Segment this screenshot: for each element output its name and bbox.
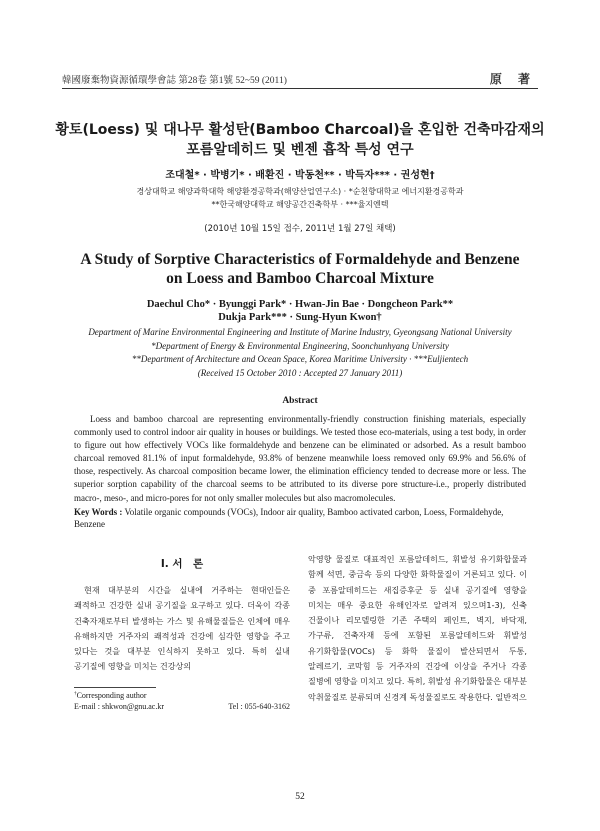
introduction-paragraph-continued: 악영향 물질로 대표적인 포름알데히드, 휘발성 유기화합물과 함께 석면, 중금속 등의 다양한 화학물질이 거론되고 있다. 이 중 포름알데히드는 새집증후군 등 실내 공기질에 영향을 미치는 매우 중요한 유해인자로 알려져 있으며1-3), 신축 건물이나 리모델링한 기존 주택의 페인트, 벽지, 바닥재, 가구류, 건축자재 등에 포함된 포름알데히드와 휘발성 유기화합물(VOCs) 등 화학 물질이 발산되면서 두통, 알레르기, 코막힘 등 거주자의 건강에 이상을 주거나 각종 질병에 영향을 미치고 있다. 특히, 휘발성 유기화합물은 대부분 악취물질로 분류되며 신경계 독성물질로도 작용한다. 일반적으 (308, 554, 527, 702)
page-number: 52 (295, 792, 305, 802)
korean-affiliation-line-1: 경상대학교 해양과학대학 해양환경공학과(해양산업연구소) · *순천향대학교 에너지환경공학과 (136, 187, 464, 196)
keywords-label: Key Words : (74, 507, 123, 517)
introduction-paragraph-1: 현재 대부분의 시간을 실내에 거주하는 현대인들은 쾌적하고 건강한 실내 공기질을 요구하고 있다. 더욱이 각종 건축자재로부터 발생하는 가스 및 유해물질들은 인체에 매우 유해하지만 거주자의 쾌적성과 건강에 심각한 영향을 주고 있다는 것을 대부분 인식하지 못하고 있다. 특히 실내 공기질에 영향을 미치는 건강상의 (74, 585, 290, 672)
english-authors-line-2: Dukja Park*** · Sung-Hyun Kwon† (218, 312, 382, 323)
right-column (308, 552, 527, 705)
korean-title-line-1: 황토(Loess) 및 대나무 활성탄(Bamboo Charcoal)을 혼입한 건축마감재의 (55, 122, 545, 138)
abstract-body: Loess and bamboo charcoal are representing environmentally-friendly construction finishing materials, especially commonly used to control indoor air quality in houses or buildings. We tested those eco-materials, using a test body, in order to figure out how effectively VOCs like formaldehyde and benzene can be eliminated or adsorbed. As a result bamboo charcoal removed 81.1% of input formaldehyde, 93.8% of benzene meanwhile loess removed only 69.9% and 56.6% of those, respectively. As charcoal composition became lower, the elimination efficiency tended to decrease more or less. The superior sorption capability of the charcoal seems to be attributed to its diverse pore structure-i.e., properly distributed macro-, meso-, and micro-pores for not only smaller molecules but also macromolecules. (74, 414, 526, 503)
english-affiliation-line-1: Department of Marine Environmental Engineering and Institute of Marine Industry, Gyeongsang National University (88, 327, 512, 337)
dagger-mark: † (74, 690, 77, 697)
footnote-label: Corresponding author (76, 691, 147, 700)
english-authors-line-1: Daechul Cho* · Byunggi Park* · Hwan-Jin Bae · Dongcheon Park** (146, 299, 454, 310)
article-type-badge: 原 著 (489, 72, 536, 86)
korean-received-dates: (2010년 10월 15일 접수, 2011년 1월 27일 채택) (204, 224, 396, 234)
english-title (40, 250, 560, 288)
footnote-rule (74, 687, 156, 688)
journal-citation: 韓國廢棄物資源循環學會誌 第28卷 第1號 52~59 (2011) (62, 76, 287, 86)
header-rule (62, 88, 538, 89)
english-title-line-1: A Study of Sorptive Characteristics of Formaldehyde and Benzene (80, 251, 520, 268)
english-affiliation-line-2: *Department of Energy & Environmental Engineering, Soonchunhyang University (151, 340, 449, 351)
footnote-email: E-mail : shkwon@gnu.ac.kr (74, 702, 165, 711)
footnote-telephone: Tel : 055-640-3162 (228, 702, 290, 711)
english-received-dates: (Received 15 October 2010 : Accepted 27 January 2011) (197, 368, 403, 378)
keywords (74, 506, 526, 530)
abstract-heading: Abstract (282, 396, 318, 406)
keywords-list: Volatile organic compounds (VOCs), Indoor air quality, Bamboo activated carbon, Loess, Formaldehyde, Benzene (74, 507, 504, 529)
korean-authors: 조대철* · 박병기* · 배환진 · 박동천** · 박득자*** · 권성현† (165, 170, 435, 181)
korean-title (40, 120, 560, 160)
korean-affiliations (40, 185, 560, 211)
english-affiliation-line-3: **Department of Architecture and Ocean Space, Korea Maritime University · ***Euljientech (131, 354, 469, 364)
korean-title-line-2: 포름알데히드 및 벤젠 흡착 특성 연구 (186, 142, 414, 158)
korean-affiliation-line-2: **한국해양대학교 해양공간건축학부 · ***율지엔텍 (211, 200, 389, 209)
english-authors (40, 298, 560, 324)
left-column (74, 548, 290, 675)
section-heading-introduction: I. 서 론 (160, 558, 204, 570)
corresponding-author-footnote (74, 690, 290, 712)
english-title-line-2: on Loess and Bamboo Charcoal Mixture (166, 270, 434, 287)
english-affiliations (60, 326, 540, 367)
running-header (62, 70, 538, 86)
